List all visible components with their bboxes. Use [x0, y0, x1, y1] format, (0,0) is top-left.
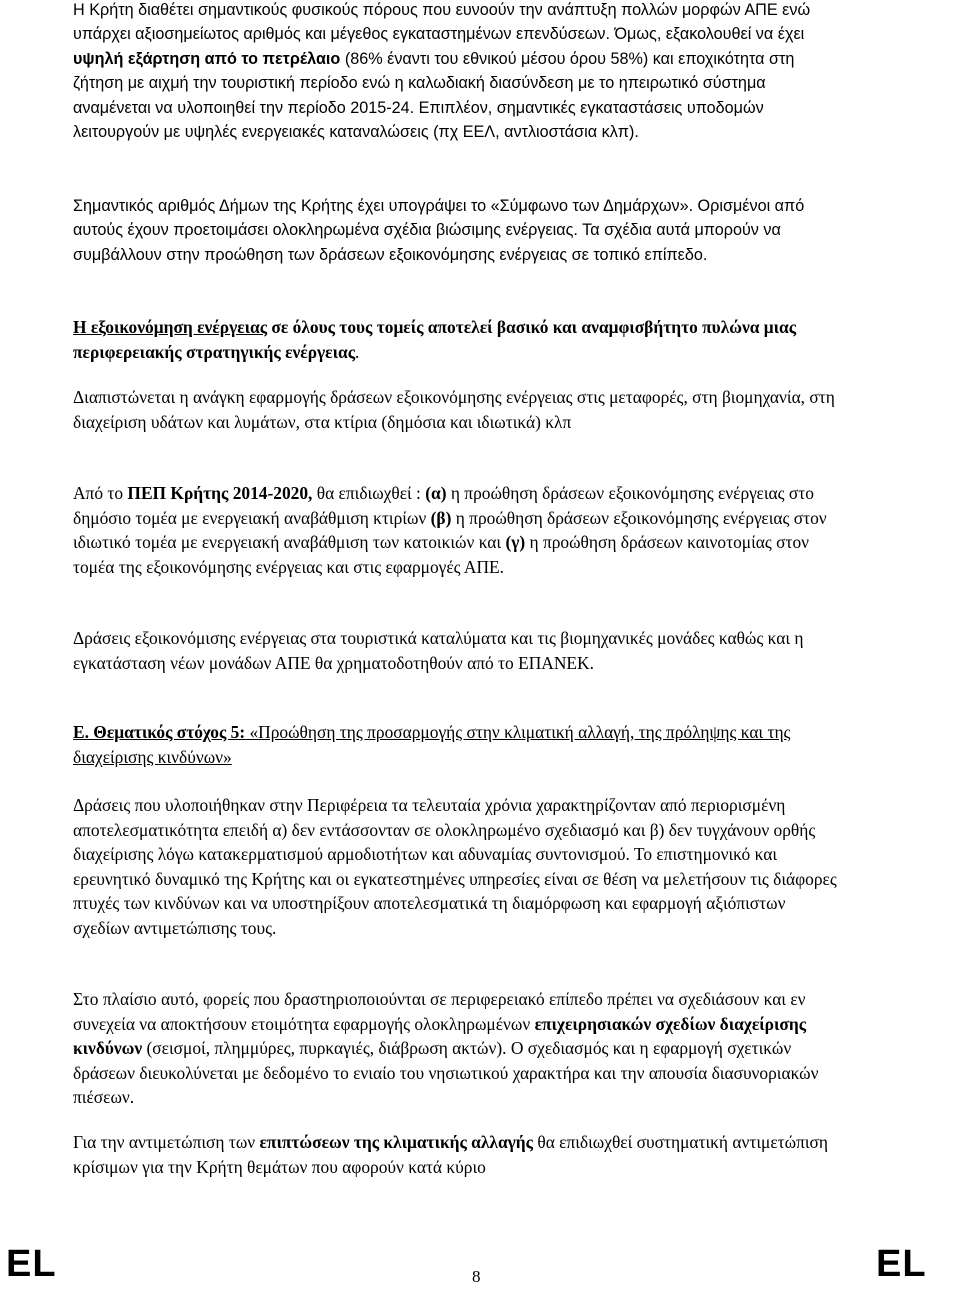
paragraph-risk-plans [73, 987, 843, 1110]
text-span: (σεισμοί, πλημμύρες, πυρκαγιές, διάβρωση ακτών). Ο σχεδιασμός και η εφαρμογή σχετικών δράσεων διευκολύνεται με δεδομένο το ενιαίο του νησιωτικού χαρακτήρα και την απουσία διασυνοριακών πιέσεων. [73, 1038, 819, 1108]
bold-span: επιπτώσεων της κλιματικής αλλαγής [259, 1132, 534, 1152]
bold-span: υψηλή εξάρτηση από το πετρέλαιο [73, 49, 341, 68]
text-span: η προώθηση δράσεων καινοτομίας στον τομέα της εξοικονόμησης ενέργειας και στις εφαρμογές ΑΠΕ. [73, 532, 810, 577]
bold-span: ΠΕΠ Κρήτης 2014-2020, [127, 483, 313, 503]
text-span: η προώθηση δράσεων εξοικονόμησης ενέργειας στο δημόσιο τομέα με ενεργειακή αναβάθμιση κτιρίων [73, 483, 814, 528]
text-span: Η Κρήτη διαθέτει σημαντικούς φυσικούς πόρους που ευνοούν την ανάπτυξη πολλών μορφών ΑΠΕ ενώ υπάρχει αξιοσημείωτος αριθμός και μέγεθος εγκαταστημένων επενδύσεων. Όμως, εξακολουθεί να έχει [73, 1, 811, 44]
paragraph-covenant-of-mayors: Σημαντικός αριθμός Δήμων της Κρήτης έχει υπογράψει το «Σύμφωνο των Δημάρχων». Ορισμένοι από αυτούς έχουν προετοιμάσει ολοκληρωμένα σχέδια βιώσιμης ενέργειας. Τα σχέδια αυτά μπορούν να συμβάλλουν στην προώθηση των δράσεων εξοικονόμησης ενέργειας σε τοπικό επίπεδο. [73, 197, 805, 264]
paragraph-energy-resources [73, 0, 843, 144]
paragraph-climate-change [73, 1130, 843, 1179]
footer-language-right: EL [876, 1243, 927, 1285]
paragraph-epanek: Δράσεις εξοικονόμισης ενέργειας στα τουριστικά καταλύματα και τις βιομηχανικές μονάδες καθώς και η εγκατάσταση νέων μονάδων ΑΠΕ θα χρηματοδοτηθούν από το ΕΠΑΝΕΚ. [73, 628, 804, 673]
heading-label: Ε. Θεματικός στόχος 5: [73, 722, 246, 742]
bold-span: επιχειρησιακών σχεδίων διαχείρισης κινδύνων [73, 1013, 807, 1059]
text-span: (86% έναντι του εθνικού μέσου όρου 58%) και εποχικότητα στη ζήτηση με αιχμή την τουριστική περίοδο ενώ η καλωδιακή διασύνδεση με το ηπειρωτικό σύστημα αναμένεται να υλοποιηθεί την περίοδο 2015-24. Επιπλέον, σημαντικές εγκαταστάσεις υποδομών λειτουργούν με υψηλές ενεργειακές καταναλώσεις (πχ ΕΕΛ, αντλιοστάσια κλπ). [73, 49, 795, 142]
heading-text: «Προώθηση της προσαρμογής στην κλιματική αλλαγή, της πρόληψης και της διαχείρισης κινδύνων» [73, 722, 791, 767]
bold-span: (α) [425, 483, 447, 503]
page-number: 8 [472, 1267, 481, 1286]
text-span: Από το [73, 483, 128, 503]
paragraph-needs: Διαπιστώνεται η ανάγκη εφαρμογής δράσεων εξοικονόμησης ενέργειας στις μεταφορές, στη βιομηχανία, στη διαχείριση υδάτων και λυμάτων, στα κτίρια (δημόσια και ιδιωτικά) κλπ [73, 387, 835, 432]
text-span: Για την αντιμετώπιση των [73, 1132, 260, 1152]
underlined-span: Η εξοικονόμηση ενέργειας [73, 317, 268, 337]
bold-span: (γ) [505, 532, 526, 553]
paragraph-energy-saving-pillar [73, 315, 843, 364]
text-span: η προώθηση δράσεων εξοικονόμησης ενέργειας στον ιδιωτικό τομέα με ενεργειακή αναβάθμιση των κατοικιών και [73, 507, 827, 553]
paragraph-pep-crete [73, 481, 843, 579]
text-span: Στο πλαίσιο αυτό, φορείς που δραστηριοποιούνται σε περιφερειακό επίπεδο πρέπει να σχεδιάσουν και εν συνεχεία να αποκτήσουν ετοιμότητα εφαρμογής ολοκληρωμένων [73, 989, 806, 1034]
bold-span: (β) [430, 507, 452, 528]
text-span: . [355, 341, 360, 362]
footer-language-left: EL [6, 1243, 57, 1285]
section-heading [73, 720, 843, 769]
bold-span: σε όλους τους τομείς αποτελεί βασικό και αναμφισβήτητο πυλώνα μιας περιφερειακής στρατηγικής ενέργειας [73, 317, 797, 362]
paragraph-past-actions: Δράσεις που υλοποιήθηκαν στην Περιφέρεια τα τελευταία χρόνια χαρακτηρίζονταν από περιορισμένη αποτελεσματικότητα επειδή α) δεν εντάσσονταν σε ολοκληρωμένο σχεδιασμό και β) δεν τυγχάνουν ορθής διαχείρισης λόγω κατακερματισμού αρμοδιοτήτων και αδυναμίας συντονισμού. Το επιστημονικό και ερευνητικό δυναμικό της Κρήτης και οι εγκατεστημένες υπηρεσίες είναι σε θέση να μελετήσουν τις διάφορες πτυχές των κινδύνων και να υποστηρίξουν αποτελεσματικά τη διαμόρφωση και εφαρμογή αξιόπιστων σχεδίων αντιμετώπισης τους. [73, 795, 837, 938]
text-span: θα επιδιωχθεί συστηματική αντιμετώπιση κρίσιμων για την Κρήτη θεμάτων που αφορούν κατά κύριο [73, 1132, 829, 1177]
text-span: θα επιδιωχθεί : [312, 483, 426, 503]
